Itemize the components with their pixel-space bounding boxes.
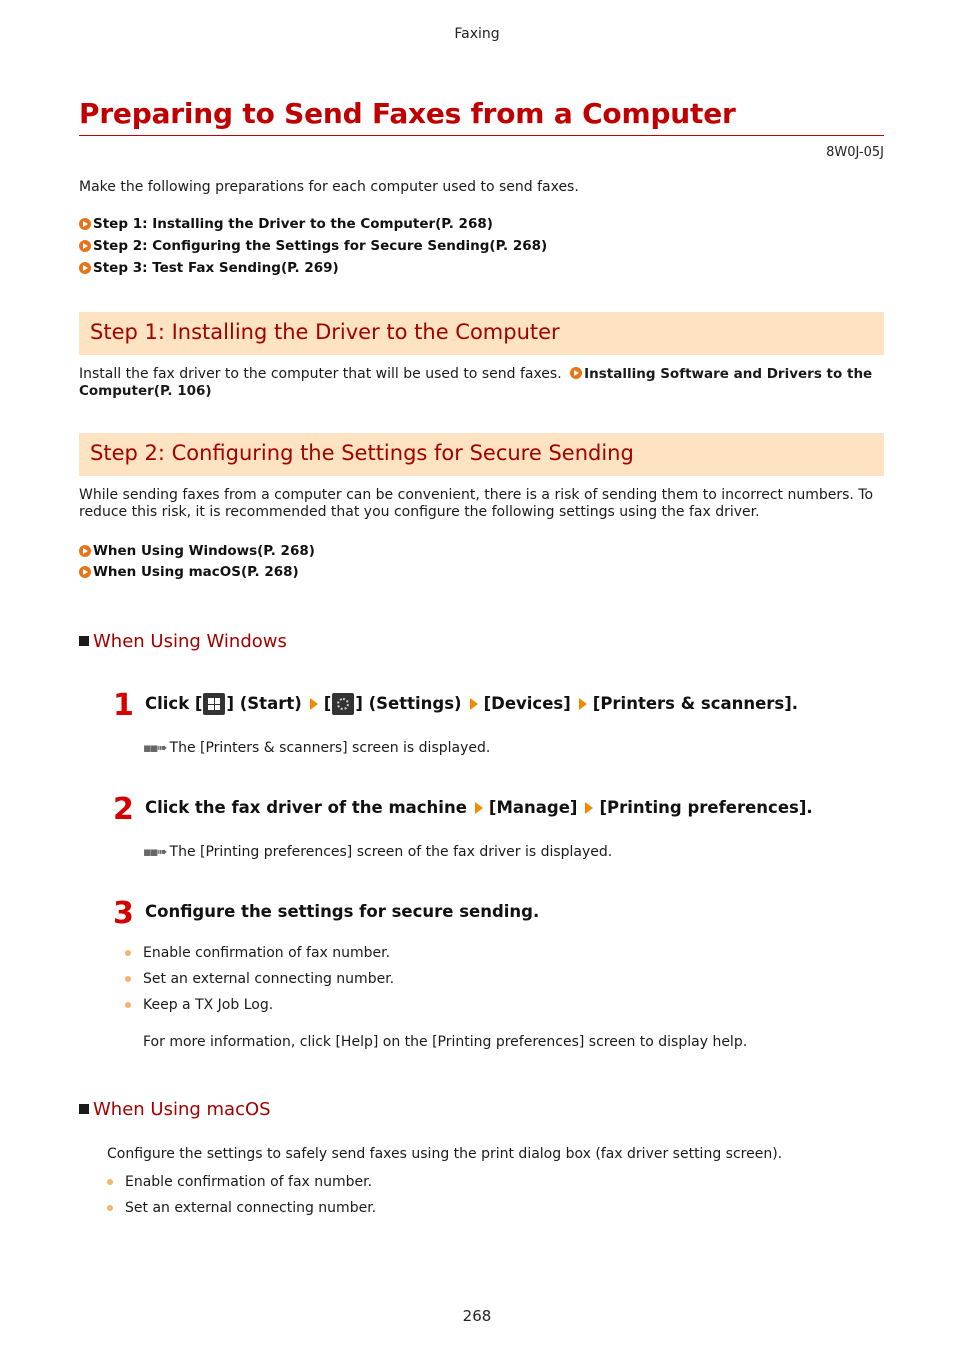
- triangle-right-icon: [475, 802, 483, 814]
- square-bullet-icon: [79, 1104, 89, 1114]
- link-macos[interactable]: When Using macOS(P. 268): [79, 562, 315, 582]
- triangle-right-icon: [310, 698, 318, 710]
- windows-subheading: When Using Windows: [79, 631, 287, 652]
- triangle-right-icon: [585, 802, 593, 814]
- gear-icon: [332, 693, 354, 715]
- step1-instruction: Click [ ] (Start) [ ] (Settings) [Devices] [Printers & scanners].: [145, 694, 799, 713]
- step3-instruction: Configure the settings for secure sending.: [145, 902, 540, 921]
- toc-link-step3[interactable]: Step 3: Test Fax Sending(P. 269): [79, 258, 547, 278]
- macos-subheading: When Using macOS: [79, 1099, 271, 1120]
- running-header: Faxing: [454, 26, 500, 42]
- section2-body: While sending faxes from a computer can be convenient, there is a risk of sending them to incorrect numbers. To reduce this risk, it is recommended that you configure the following settings using the fax driver.: [79, 487, 874, 520]
- toc-links: [79, 214, 547, 278]
- macos-bullets: [107, 1174, 376, 1216]
- step2-number: 2: [113, 792, 134, 827]
- step3-number: 3: [113, 896, 134, 931]
- section1-heading: Step 1: Installing the Driver to the Computer: [90, 320, 560, 344]
- section2-heading: Step 2: Configuring the Settings for Secure Sending: [90, 441, 634, 465]
- link-windows[interactable]: When Using Windows(P. 268): [79, 541, 315, 561]
- install-software-link[interactable]: Installing Software and Drivers to the Computer(P. 106): [79, 366, 873, 399]
- result-arrow-icon: ▪▪➠: [143, 740, 166, 756]
- result-arrow-icon: ▪▪➠: [143, 844, 166, 860]
- circle-arrow-icon: [79, 545, 91, 557]
- circle-arrow-icon: [570, 367, 582, 379]
- square-bullet-icon: [79, 636, 89, 646]
- list-item: Enable confirmation of fax number.: [125, 945, 394, 961]
- circle-arrow-icon: [79, 262, 91, 274]
- toc-link-step2[interactable]: Step 2: Configuring the Settings for Secure Sending(P. 268): [79, 236, 547, 256]
- circle-arrow-icon: [79, 566, 91, 578]
- section1-band: [79, 312, 884, 355]
- section2-links: [79, 541, 315, 582]
- macos-body: Configure the settings to safely send faxes using the print dialog box (fax driver setting screen).: [107, 1146, 783, 1162]
- step2-result: ▪▪➠ The [Printing preferences] screen of the fax driver is displayed.: [143, 844, 613, 860]
- step1-result: ▪▪➠ The [Printers & scanners] screen is displayed.: [143, 740, 491, 756]
- intro-text: Make the following preparations for each computer used to send faxes.: [79, 179, 579, 195]
- section2-band: [79, 433, 884, 476]
- triangle-right-icon: [470, 698, 478, 710]
- page-title: Preparing to Send Faxes from a Computer: [79, 97, 736, 130]
- list-item: Set an external connecting number.: [125, 971, 394, 987]
- list-item: Set an external connecting number.: [107, 1200, 376, 1216]
- windows-start-icon: [203, 693, 225, 715]
- step3-note: For more information, click [Help] on the [Printing preferences] screen to display help.: [143, 1034, 748, 1050]
- step2-instruction: Click the fax driver of the machine [Manage] [Printing preferences].: [145, 798, 813, 817]
- toc-link-step1[interactable]: Step 1: Installing the Driver to the Computer(P. 268): [79, 214, 547, 234]
- step1-number: 1: [113, 688, 134, 723]
- page-number: 268: [462, 1307, 492, 1325]
- document-id: 8W0J-05J: [826, 145, 884, 160]
- step3-bullets: [125, 945, 394, 1013]
- list-item: Keep a TX Job Log.: [125, 997, 394, 1013]
- circle-arrow-icon: [79, 218, 91, 230]
- title-divider: [79, 135, 884, 136]
- circle-arrow-icon: [79, 240, 91, 252]
- section1-body: Install the fax driver to the computer that will be used to send faxes. Installing Software and Drivers to the Computer(P. 106): [79, 366, 873, 399]
- triangle-right-icon: [579, 698, 587, 710]
- list-item: Enable confirmation of fax number.: [107, 1174, 376, 1190]
